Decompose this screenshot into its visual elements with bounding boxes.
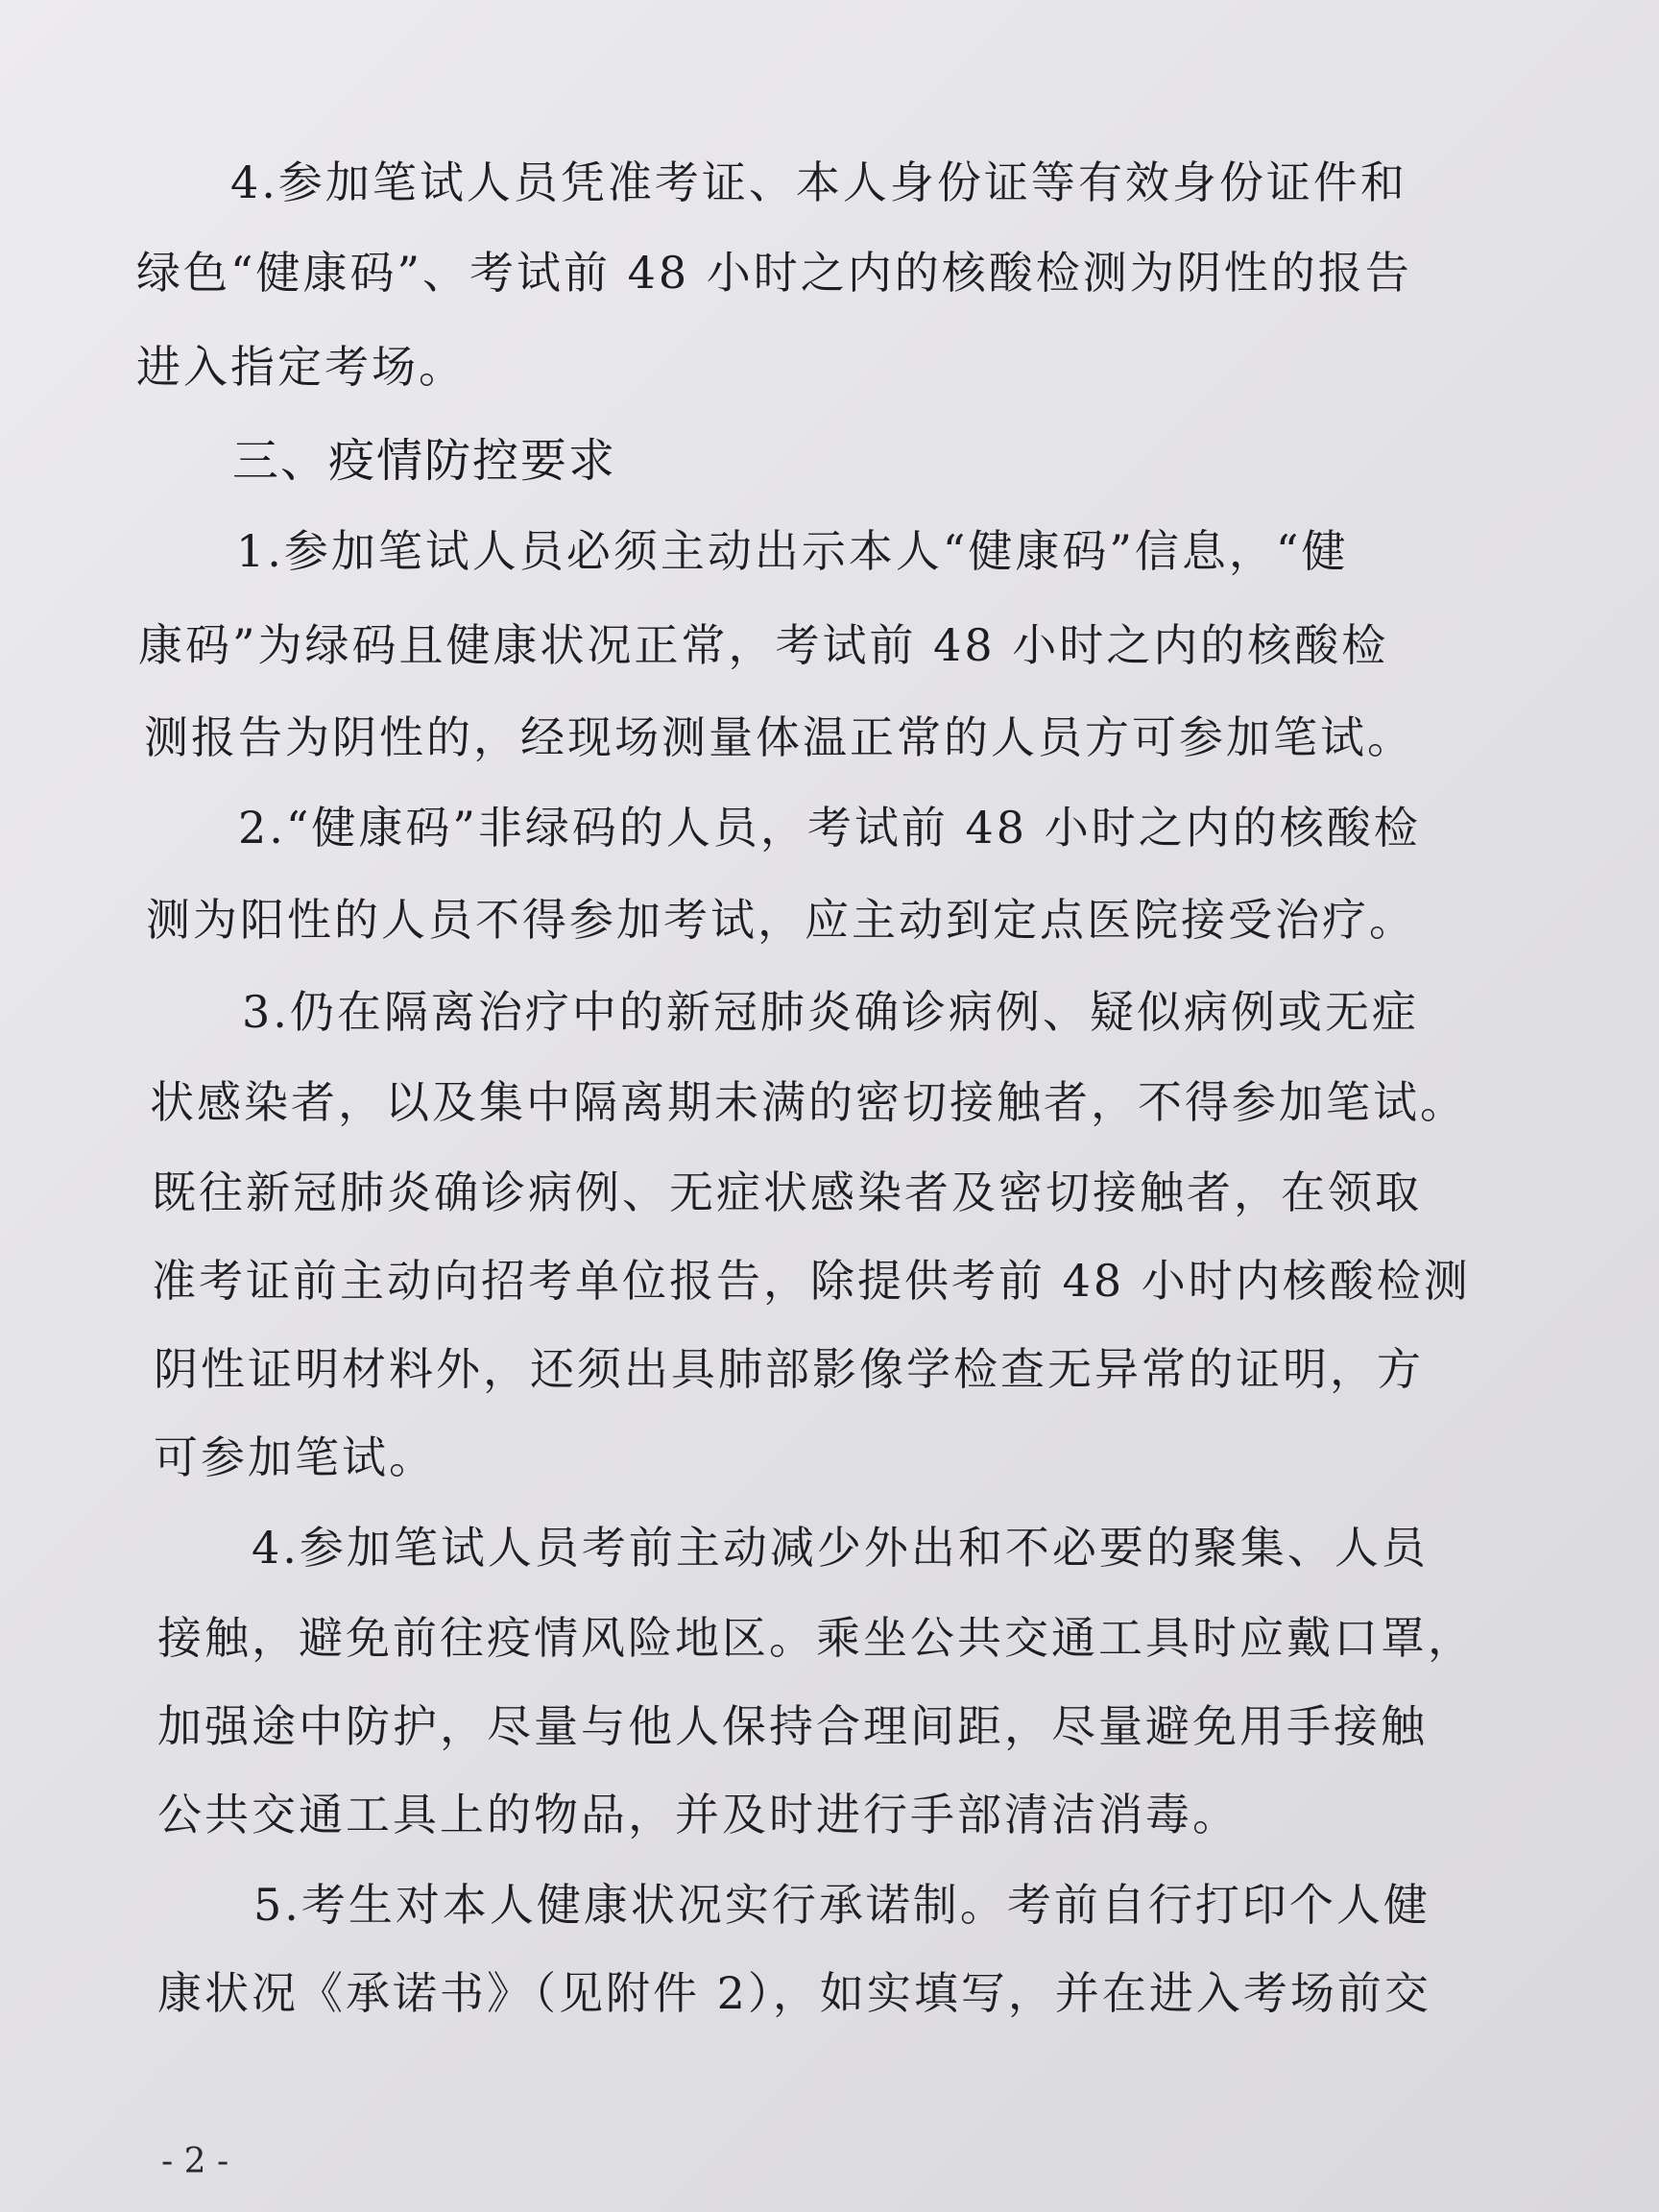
item-3-line-2: 状感染者，以及集中隔离期未满的密切接触者，不得参加笔试。 [150, 1076, 1467, 1128]
section-heading-epidemic-control: 三、疫情防控要求 [232, 434, 617, 488]
item-4-line-4: 公共交通工具上的物品，并及时进行手部清洁消毒。 [157, 1789, 1239, 1840]
item-3-line-6: 可参加笔试。 [154, 1431, 436, 1483]
item-3-line-5: 阴性证明材料外，还须出具肺部影像学检查无异常的证明，方 [154, 1343, 1424, 1395]
item-2-line-1: 2.“健康码”非绿码的人员，考试前 48 小时之内的核酸检 [238, 802, 1421, 854]
item-1-line-1: 1.参加笔试人员必须主动出示本人“健康码”信息，“健 [236, 525, 1349, 577]
item-4-line-3: 加强途中防护，尽量与他人保持合理间距，尽量避免用手接触 [157, 1700, 1428, 1752]
item-1-line-3: 测报告为阴性的，经现场测量体温正常的人员方可参加笔试。 [144, 711, 1414, 763]
paragraph-4-line-1: 4.参加笔试人员凭准考证、本人身份证等有效身份证件和 [230, 156, 1407, 208]
item-4-line-1: 4.参加笔试人员考前主动减少外出和不必要的聚集、人员 [252, 1522, 1429, 1574]
item-5-line-1: 5.考生对本人健康状况实行承诺制。考前自行打印个人健 [253, 1879, 1431, 1931]
paragraph-4-line-3: 进入指定考场。 [136, 341, 466, 393]
item-1-line-2: 康码”为绿码且健康状况正常，考试前 48 小时之内的核酸检 [138, 619, 1389, 671]
item-4-line-2: 接触，避免前往疫情风险地区。乘坐公共交通工具时应戴口罩， [157, 1612, 1475, 1664]
item-3-line-4: 准考证前主动向招考单位报告，除提供考前 48 小时内核酸检测 [152, 1255, 1471, 1307]
item-3-line-3: 既往新冠肺炎确诊病例、无症状感染者及密切接触者，在领取 [152, 1166, 1422, 1218]
item-5-line-2: 康状况《承诺书》（见附件 2），如实填写，并在进入考场前交 [157, 1967, 1431, 2019]
item-2-line-2: 测为阳性的人员不得参加考试，应主动到定点医院接受治疗。 [146, 894, 1416, 946]
paragraph-4-line-2: 绿色“健康码”、考试前 48 小时之内的核酸检测为阴性的报告 [136, 247, 1412, 299]
page-number: - 2 - [161, 2142, 229, 2181]
item-3-line-1: 3.仍在隔离治疗中的新冠肺炎确诊病例、疑似病例或无症 [242, 986, 1419, 1038]
